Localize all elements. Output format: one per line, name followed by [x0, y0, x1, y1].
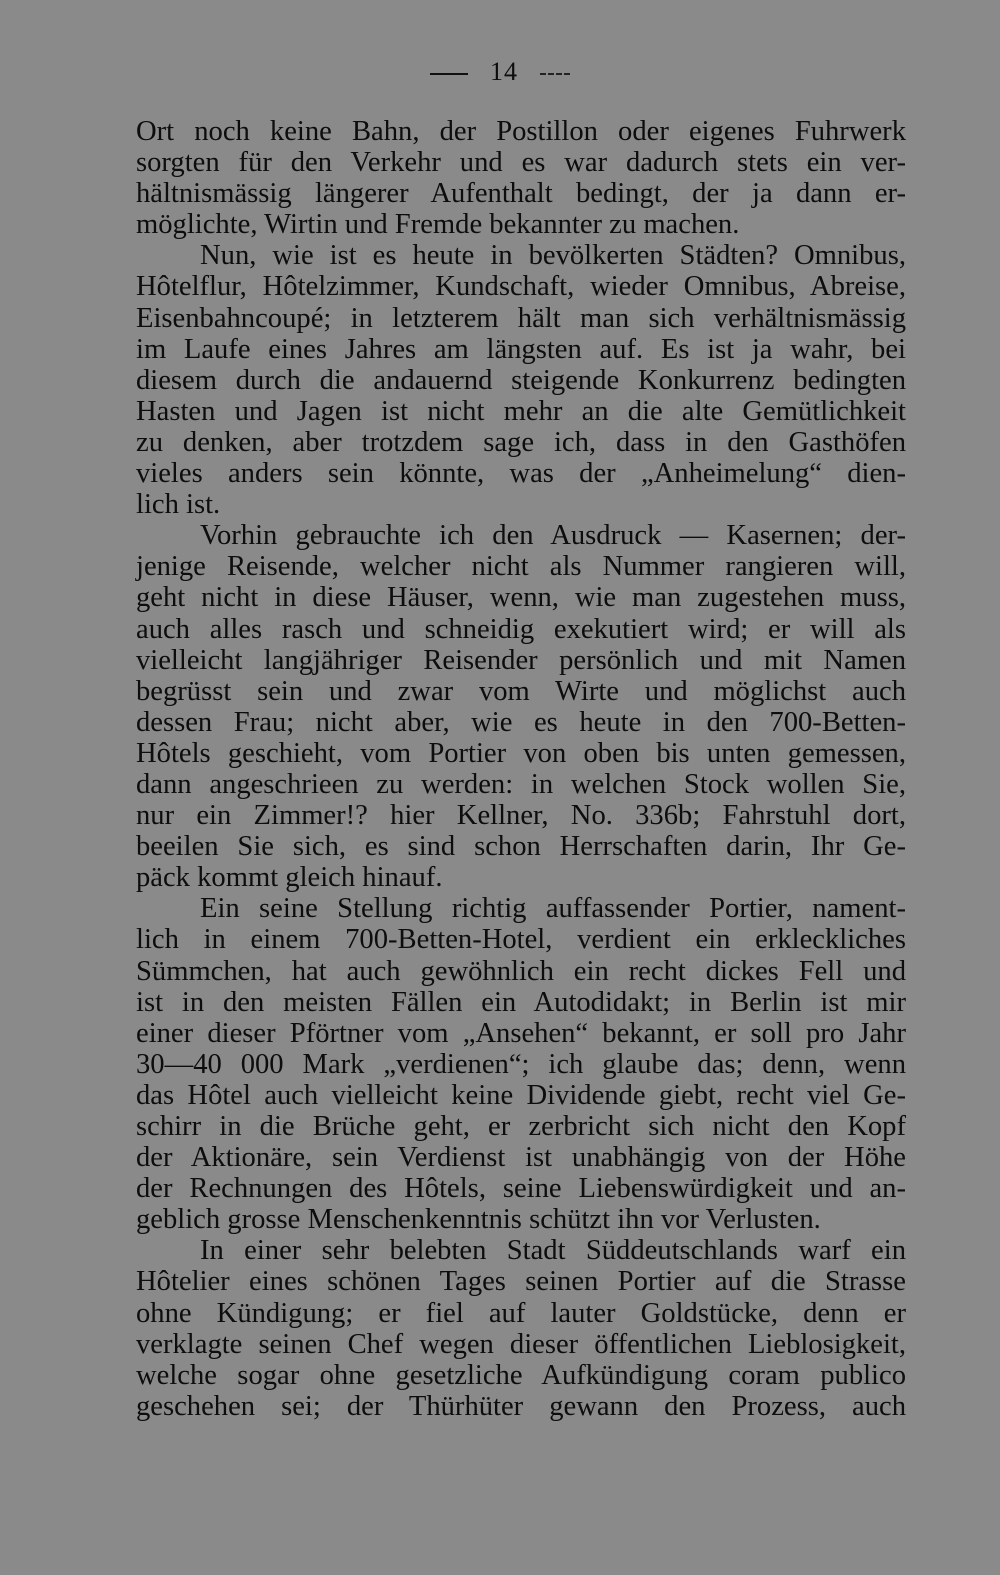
- text-line: Sümmchen, hat auch gewöhnlich ein recht dickes Fell und: [136, 955, 906, 987]
- text-line: schirr in die Brüche geht, er zerbricht sich nicht den Kopf: [136, 1111, 906, 1142]
- text-line: dessen Frau; nicht aber, wie es heute in den 700-Betten-: [136, 706, 906, 738]
- text-line: geht nicht in diese Häuser, wenn, wie man zugestehen muss,: [136, 582, 906, 614]
- text-line: hältnismässig längerer Aufenthalt bedingt, der ja dann er-: [136, 178, 906, 210]
- text-line: einer dieser Pförtner vom „Ansehen“ bekannt, er soll pro Jahr: [136, 1017, 906, 1049]
- text-line: vielleicht langjähriger Reisender persönlich und mit Namen: [136, 644, 906, 676]
- text-line: lich ist.: [136, 489, 221, 521]
- text-line: Eisenbahncoupé; in letzterem hält man sich verhältnismässig: [136, 302, 906, 334]
- text-line: ist in den meisten Fällen ein Autodidakt; in Berlin ist mir: [136, 986, 906, 1018]
- text-line: auch alles rasch und schneidig exekutiert wird; er will als: [136, 613, 906, 645]
- page-number: 14: [490, 57, 518, 86]
- body-text: [136, 116, 906, 1422]
- text-line: Ein seine Stellung richtig auffassender Portier, nament-: [200, 893, 906, 925]
- text-line: Nun, wie ist es heute in bevölkerten Städten? Omnibus,: [200, 240, 906, 272]
- text-line: Ort noch keine Bahn, der Postillon oder eigenes Fuhrwerk: [136, 116, 906, 147]
- text-line: im Laufe eines Jahres am längsten auf. Es ist ja wahr, bei: [136, 333, 906, 365]
- text-line: nur ein Zimmer!? hier Kellner, No. 336b; Fahrstuhl dort,: [136, 800, 906, 832]
- text-line: geschehen sei; der Thürhüter gewann den Prozess, auch: [136, 1390, 906, 1422]
- text-line: begrüsst sein und zwar vom Wirte und möglichst auch: [136, 675, 906, 707]
- text-line: jenige Reisende, welcher nicht als Nummer rangieren will,: [136, 551, 906, 583]
- text-line: sorgten für den Verkehr und es war dadurch stets ein ver-: [136, 147, 906, 179]
- text-line: ohne Kündigung; er fiel auf lauter Goldstücke, denn er: [136, 1297, 906, 1329]
- text-line: In einer sehr belebten Stadt Süddeutschlands warf ein: [200, 1235, 906, 1267]
- text-line: Hôtels geschieht, vom Portier von oben bis unten gemessen,: [136, 737, 906, 769]
- text-line: geblich grosse Menschenkenntnis schützt ihn vor Verlusten.: [136, 1204, 821, 1236]
- text-line: zu denken, aber trotzdem sage ich, dass in den Gasthöfen: [136, 426, 906, 458]
- text-line: Hôtelflur, Hôtelzimmer, Kundschaft, wieder Omnibus, Abreise,: [136, 271, 906, 303]
- text-line: verklagte seinen Chef wegen dieser öffentlichen Lieblosigkeit,: [136, 1328, 906, 1360]
- text-line: dann angeschrieen zu werden: in welchen Stock wollen Sie,: [136, 768, 906, 800]
- text-line: Hôtelier eines schönen Tages seinen Portier auf die Strasse: [136, 1266, 906, 1298]
- text-line: der Aktionäre, sein Verdienst ist unabhängig von der Höhe: [136, 1142, 906, 1174]
- text-line: der Rechnungen des Hôtels, seine Liebenswürdigkeit und an-: [136, 1173, 906, 1205]
- text-line: das Hôtel auch vielleicht keine Dividende giebt, recht viel Ge-: [136, 1079, 906, 1111]
- header-dash-left: [430, 73, 468, 75]
- text-line: Vorhin gebrauchte ich den Ausdruck — Kasernen; der-: [200, 520, 906, 552]
- text-line: welche sogar ohne gesetzliche Aufkündigung coram publico: [136, 1359, 906, 1391]
- text-line: beeilen Sie sich, es sind schon Herrschaften darin, Ihr Ge-: [136, 831, 906, 863]
- page-header: [0, 56, 1000, 88]
- text-line: lich in einem 700-Betten-Hotel, verdient ein erkleckliches: [136, 924, 906, 956]
- text-line: diesem durch die andauernd steigende Konkurrenz bedingten: [136, 364, 906, 396]
- text-line: 30—40 000 Mark „verdienen“; ich glaube das; denn, wenn: [136, 1048, 906, 1080]
- text-line: vieles anders sein könnte, was der „Anheimelung“ dien-: [136, 458, 906, 490]
- text-line: päck kommt gleich hinauf.: [136, 862, 443, 894]
- text-line: möglichte, Wirtin und Fremde bekannter zu machen.: [136, 209, 740, 241]
- text-line: Hasten und Jagen ist nicht mehr an die alte Gemütlichkeit: [136, 395, 906, 427]
- header-dash-right: [540, 73, 570, 75]
